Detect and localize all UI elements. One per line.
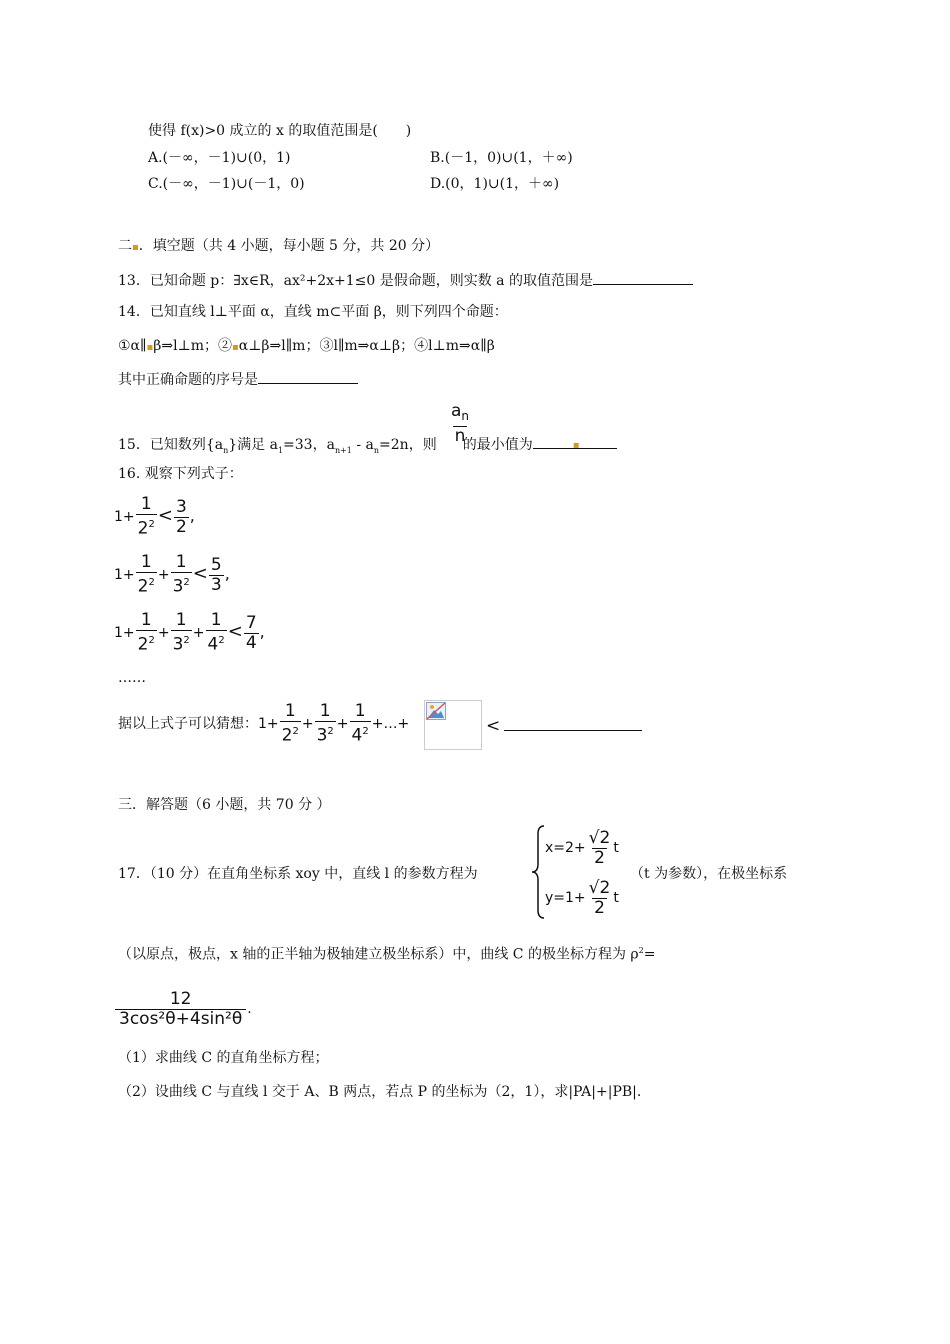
q17-part2: （2）设曲线 C 与直线 l 交于 A、B 两点，若点 P 的坐标为（2，1），求|PA|+|PB|. <box>118 1084 642 1100</box>
q15-fraction: $\frac{a_n}{n}$ <box>451 401 470 446</box>
q16-guess-end: < <box>486 716 642 736</box>
q16-intro: 16. 观察下列式子： <box>118 466 243 482</box>
q13 <box>118 270 693 291</box>
q12-option-c: C.(－∞，－1)∪(－1，0) <box>148 176 305 192</box>
q13-answer-blank <box>593 270 693 285</box>
q12-option-a: A.(－∞，－1)∪(0，1) <box>148 150 291 166</box>
broken-image-icon <box>426 702 446 720</box>
q17-text-b: （t 为参数），在极坐标系 <box>630 866 788 882</box>
section2-title: 二▪．填空题（共 4 小题，每小题 5 分，共 20 分） <box>118 238 440 254</box>
q16-ellipsis: …… <box>118 670 146 686</box>
q12-option-b: B.(－1，0)∪(1，＋∞) <box>430 150 573 166</box>
q17-text-a: 17．（10 分）在直角坐标系 xoy 中，直线 l 的参数方程为 <box>118 866 478 882</box>
q16-ineq-1: 1+ $\frac{1}{2^2}$ < $\frac{3}{2}$ , <box>114 494 195 539</box>
q17-eq-x: x=2+ $\frac{√2}{2}$ t <box>545 827 619 868</box>
q15: 15．已知数列$\{a_n\}$满足 $a_1=33$，$a_{n+1} - a_n=2n$，则 的最小值为 ▪ <box>118 434 617 461</box>
q12-stem: 使得 f(x)>0 成立的 x 的取值范围是( ) <box>148 123 412 139</box>
section3-title: 三．解答题（6 小题，共 70 分 ） <box>118 797 331 813</box>
q17-line2: （以原点，极点，x 轴的正半轴为极轴建立极坐标系）中，曲线 C 的极坐标方程为 $\rho^2=$ <box>118 946 656 963</box>
q14-line3: 其中正确命题的序号是 <box>118 369 358 390</box>
broken-image-placeholder <box>424 700 482 750</box>
q14-line1: 14．已知直线 l⊥平面 α，直线 m⊂平面 β，则下列四个命题： <box>118 304 508 320</box>
q12-option-d: D.(0，1)∪(1，＋∞) <box>430 176 560 192</box>
q17-eq-y: y=1+ $\frac{√2}{2}$ t <box>545 877 619 918</box>
q17-part1: （1）求曲线 C 的直角坐标方程； <box>118 1050 329 1066</box>
q15-answer-blank: ▪ <box>533 434 617 449</box>
q16-ineq-2: 1+ $\frac{1}{2^2}$ + $\frac{1}{3^2}$ < $\frac{5}{3}$ , <box>114 552 230 597</box>
q13-text: 13．已知命题 p：∃x∈R，ax²+2x+1≤0 是假命题，则实数 a 的取值范围是 <box>118 273 593 289</box>
q16-guess: 据以上式子可以猜想：1+ $\frac{1}{2^2}$ + $\frac{1}{3^2}$ + $\frac{1}{4^2}$ +…+ <box>118 701 410 746</box>
q17-polar-fraction: $\frac{12}{\text{3cos²θ+4sin²θ}}$ . <box>114 986 252 1032</box>
q14-propositions: ①α∥▪β⇒l⊥m；②▪α⊥β⇒l∥m；③l∥m⇒α⊥β；④l⊥m⇒α∥β <box>118 338 495 354</box>
q14-answer-blank <box>258 369 358 384</box>
left-brace-icon <box>530 824 546 920</box>
q16-answer-blank <box>504 716 642 731</box>
q16-ineq-3: 1+ $\frac{1}{2^2}$ + $\frac{1}{3^2}$ + $\frac{1}{4^2}$ < $\frac{7}{4}$ , <box>114 610 265 655</box>
